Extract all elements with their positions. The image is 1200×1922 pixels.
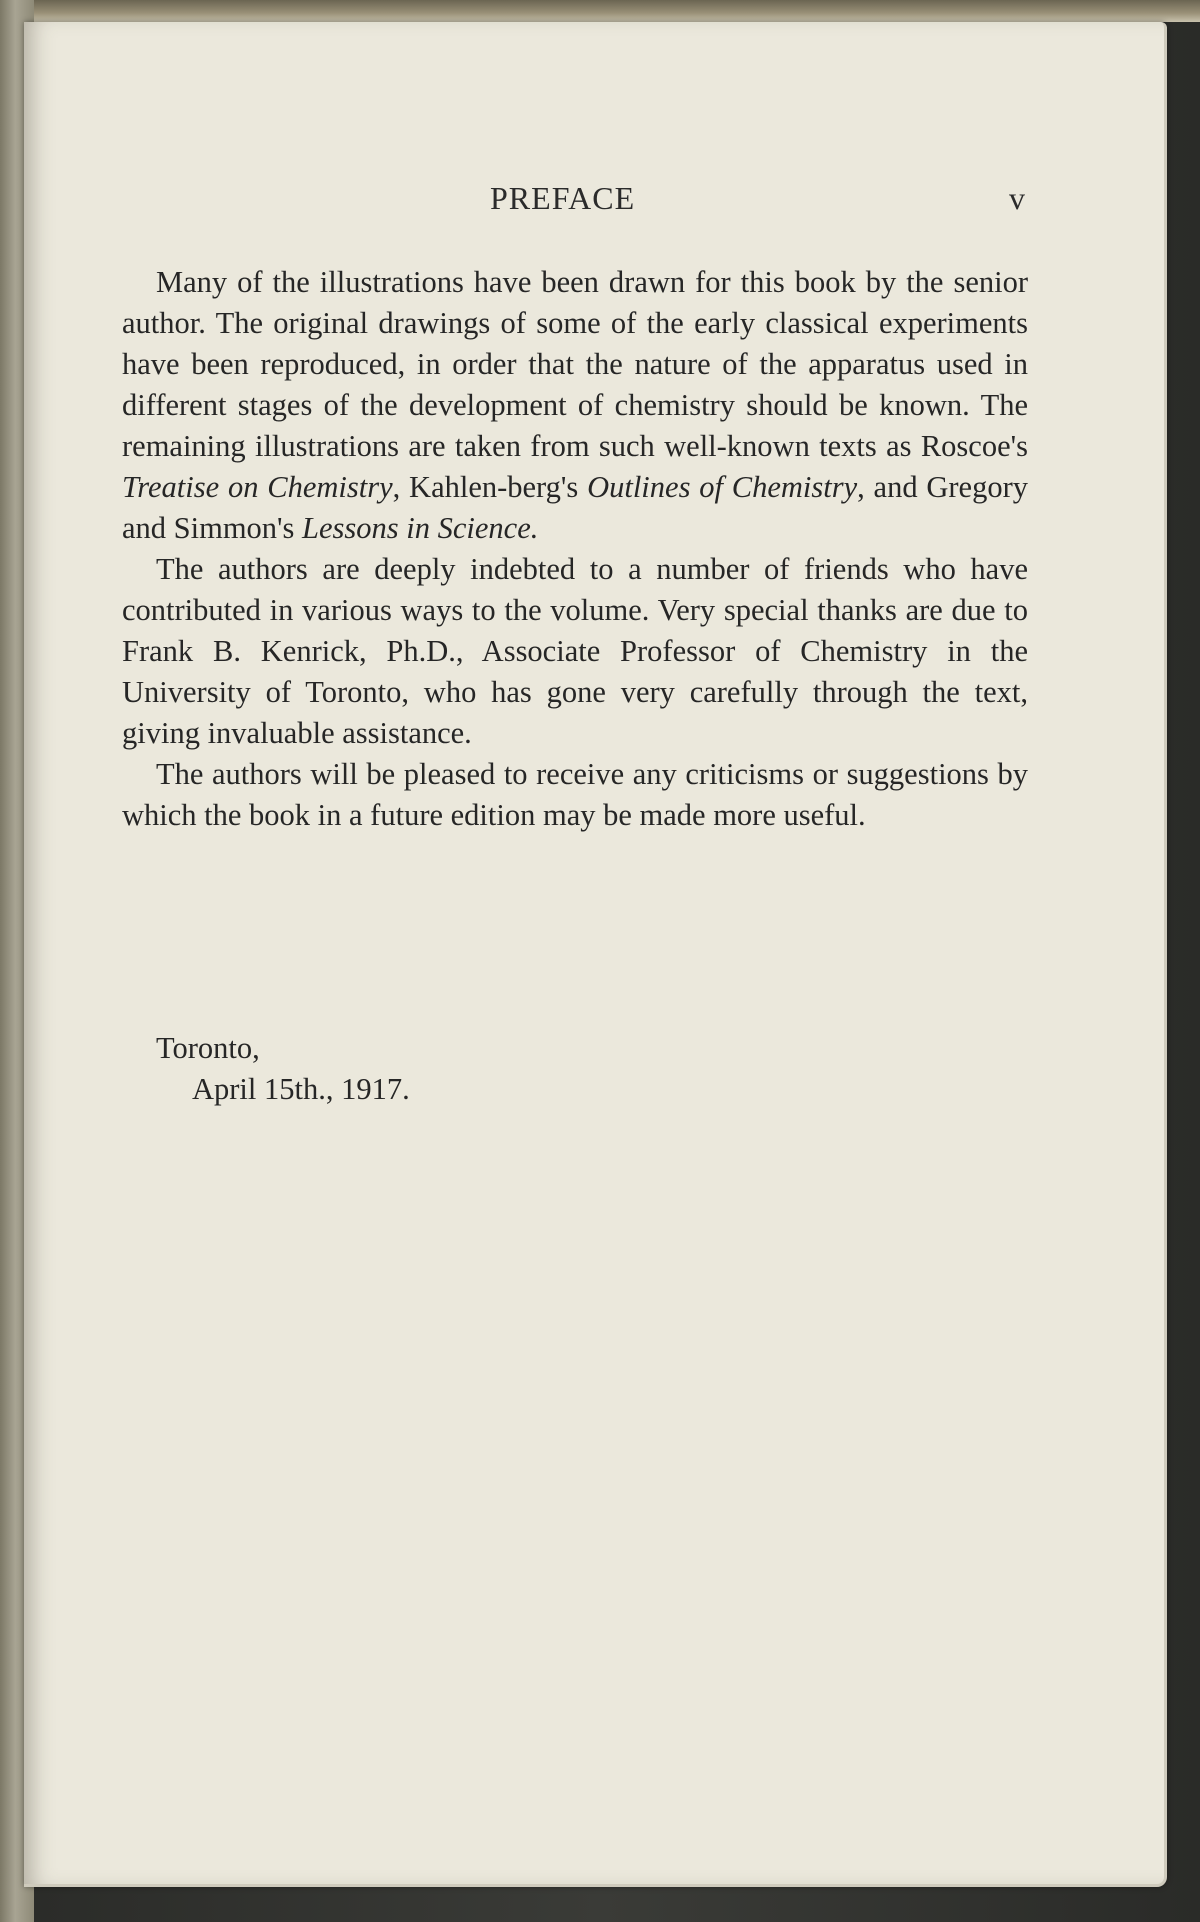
preface-body: [122, 262, 1028, 836]
paragraph-illustrations: [122, 262, 1028, 549]
paragraph-text: , and Gregory and Simmon's: [122, 470, 1028, 545]
page-title: PREFACE: [490, 180, 636, 216]
book-title-italic: Lessons in Science.: [302, 511, 539, 545]
page-number: v: [1009, 180, 1025, 216]
book-title-italic: Treatise on Chemistry: [122, 470, 393, 504]
paragraph-acknowledgements: The authors are deeply indebted to a number of friends who have contributed in various ways to the volume. Very special thanks are due to Frank B. Kenrick, Ph.D., Associate Professor of Chemistry in the University of Toronto, who has gone very carefully through the text, giving invaluable assistance.: [122, 552, 1028, 750]
signoff-place: Toronto,: [156, 1031, 260, 1065]
paragraph-text: Many of the illustrations have been drawn for this book by the senior author. The original drawings of some of the early classical experiments have been reproduced, in order that the nature of the apparatus used in different stages of the development of chemistry should be known. The remaining illustrations are taken from such well-known texts as Roscoe's: [122, 265, 1028, 463]
signoff-date: April 15th., 1917.: [192, 1072, 410, 1106]
book-title-italic: Outlines of Chemistry: [587, 470, 858, 504]
book-top-edge: [0, 0, 1200, 22]
running-head: [24, 180, 1164, 220]
book-page: [24, 22, 1167, 1887]
paragraph-criticisms: The authors will be pleased to receive any criticisms or suggestions by which the book in a future edition may be made more useful.: [122, 757, 1028, 832]
paragraph-text: , Kahlen-berg's: [392, 470, 588, 504]
signoff: [156, 1028, 410, 1110]
